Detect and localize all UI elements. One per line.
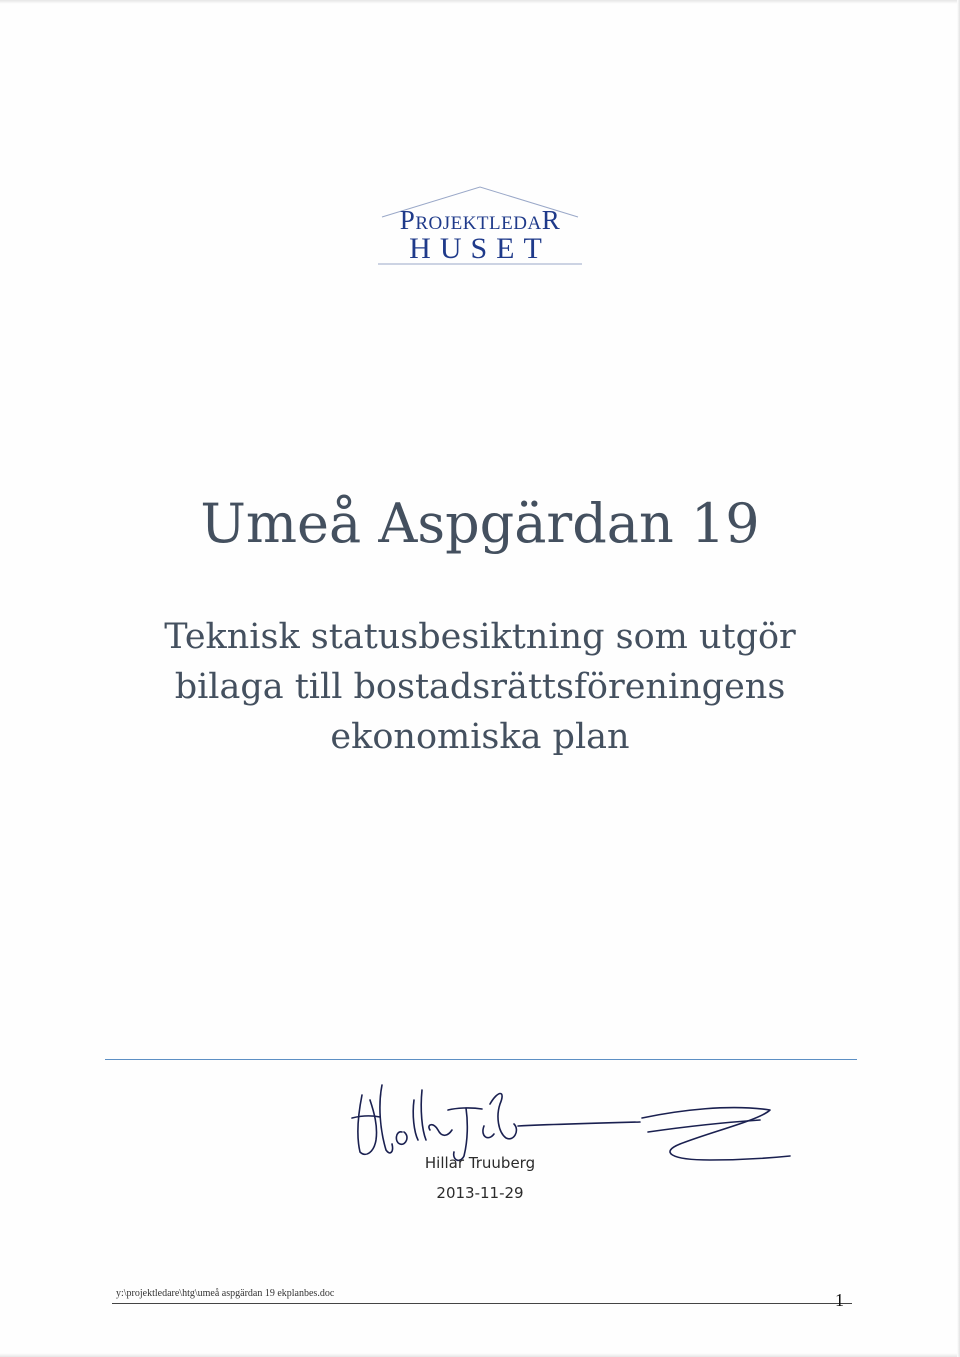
svg-text:HUSET: HUSET — [409, 232, 551, 265]
footer-file-path: y:\projektledare\htg\umeå aspgärdan 19 ekplanbes.doc — [116, 1288, 335, 1299]
subtitle-line-2: bilaga till bostadsrättsföreningens — [174, 667, 786, 707]
signature-date: 2013-11-29 — [436, 1184, 524, 1202]
footer-rule — [112, 1303, 852, 1304]
document-title: Umeå Aspgärdan 19 — [200, 492, 760, 555]
scan-edge-bottom — [0, 1353, 960, 1357]
svg-text:PROJEKTLEDAR: PROJEKTLEDAR — [399, 205, 561, 235]
scan-edge-top — [0, 0, 960, 4]
document-subtitle — [0, 612, 960, 762]
subtitle-line-3: ekonomiska plan — [330, 717, 630, 757]
subtitle-line-1: Teknisk statusbesiktning som utgör — [164, 617, 796, 657]
company-logo — [370, 185, 590, 270]
signer-name: Hillar Truuberg — [424, 1154, 536, 1172]
page-number: 1 — [835, 1290, 844, 1310]
